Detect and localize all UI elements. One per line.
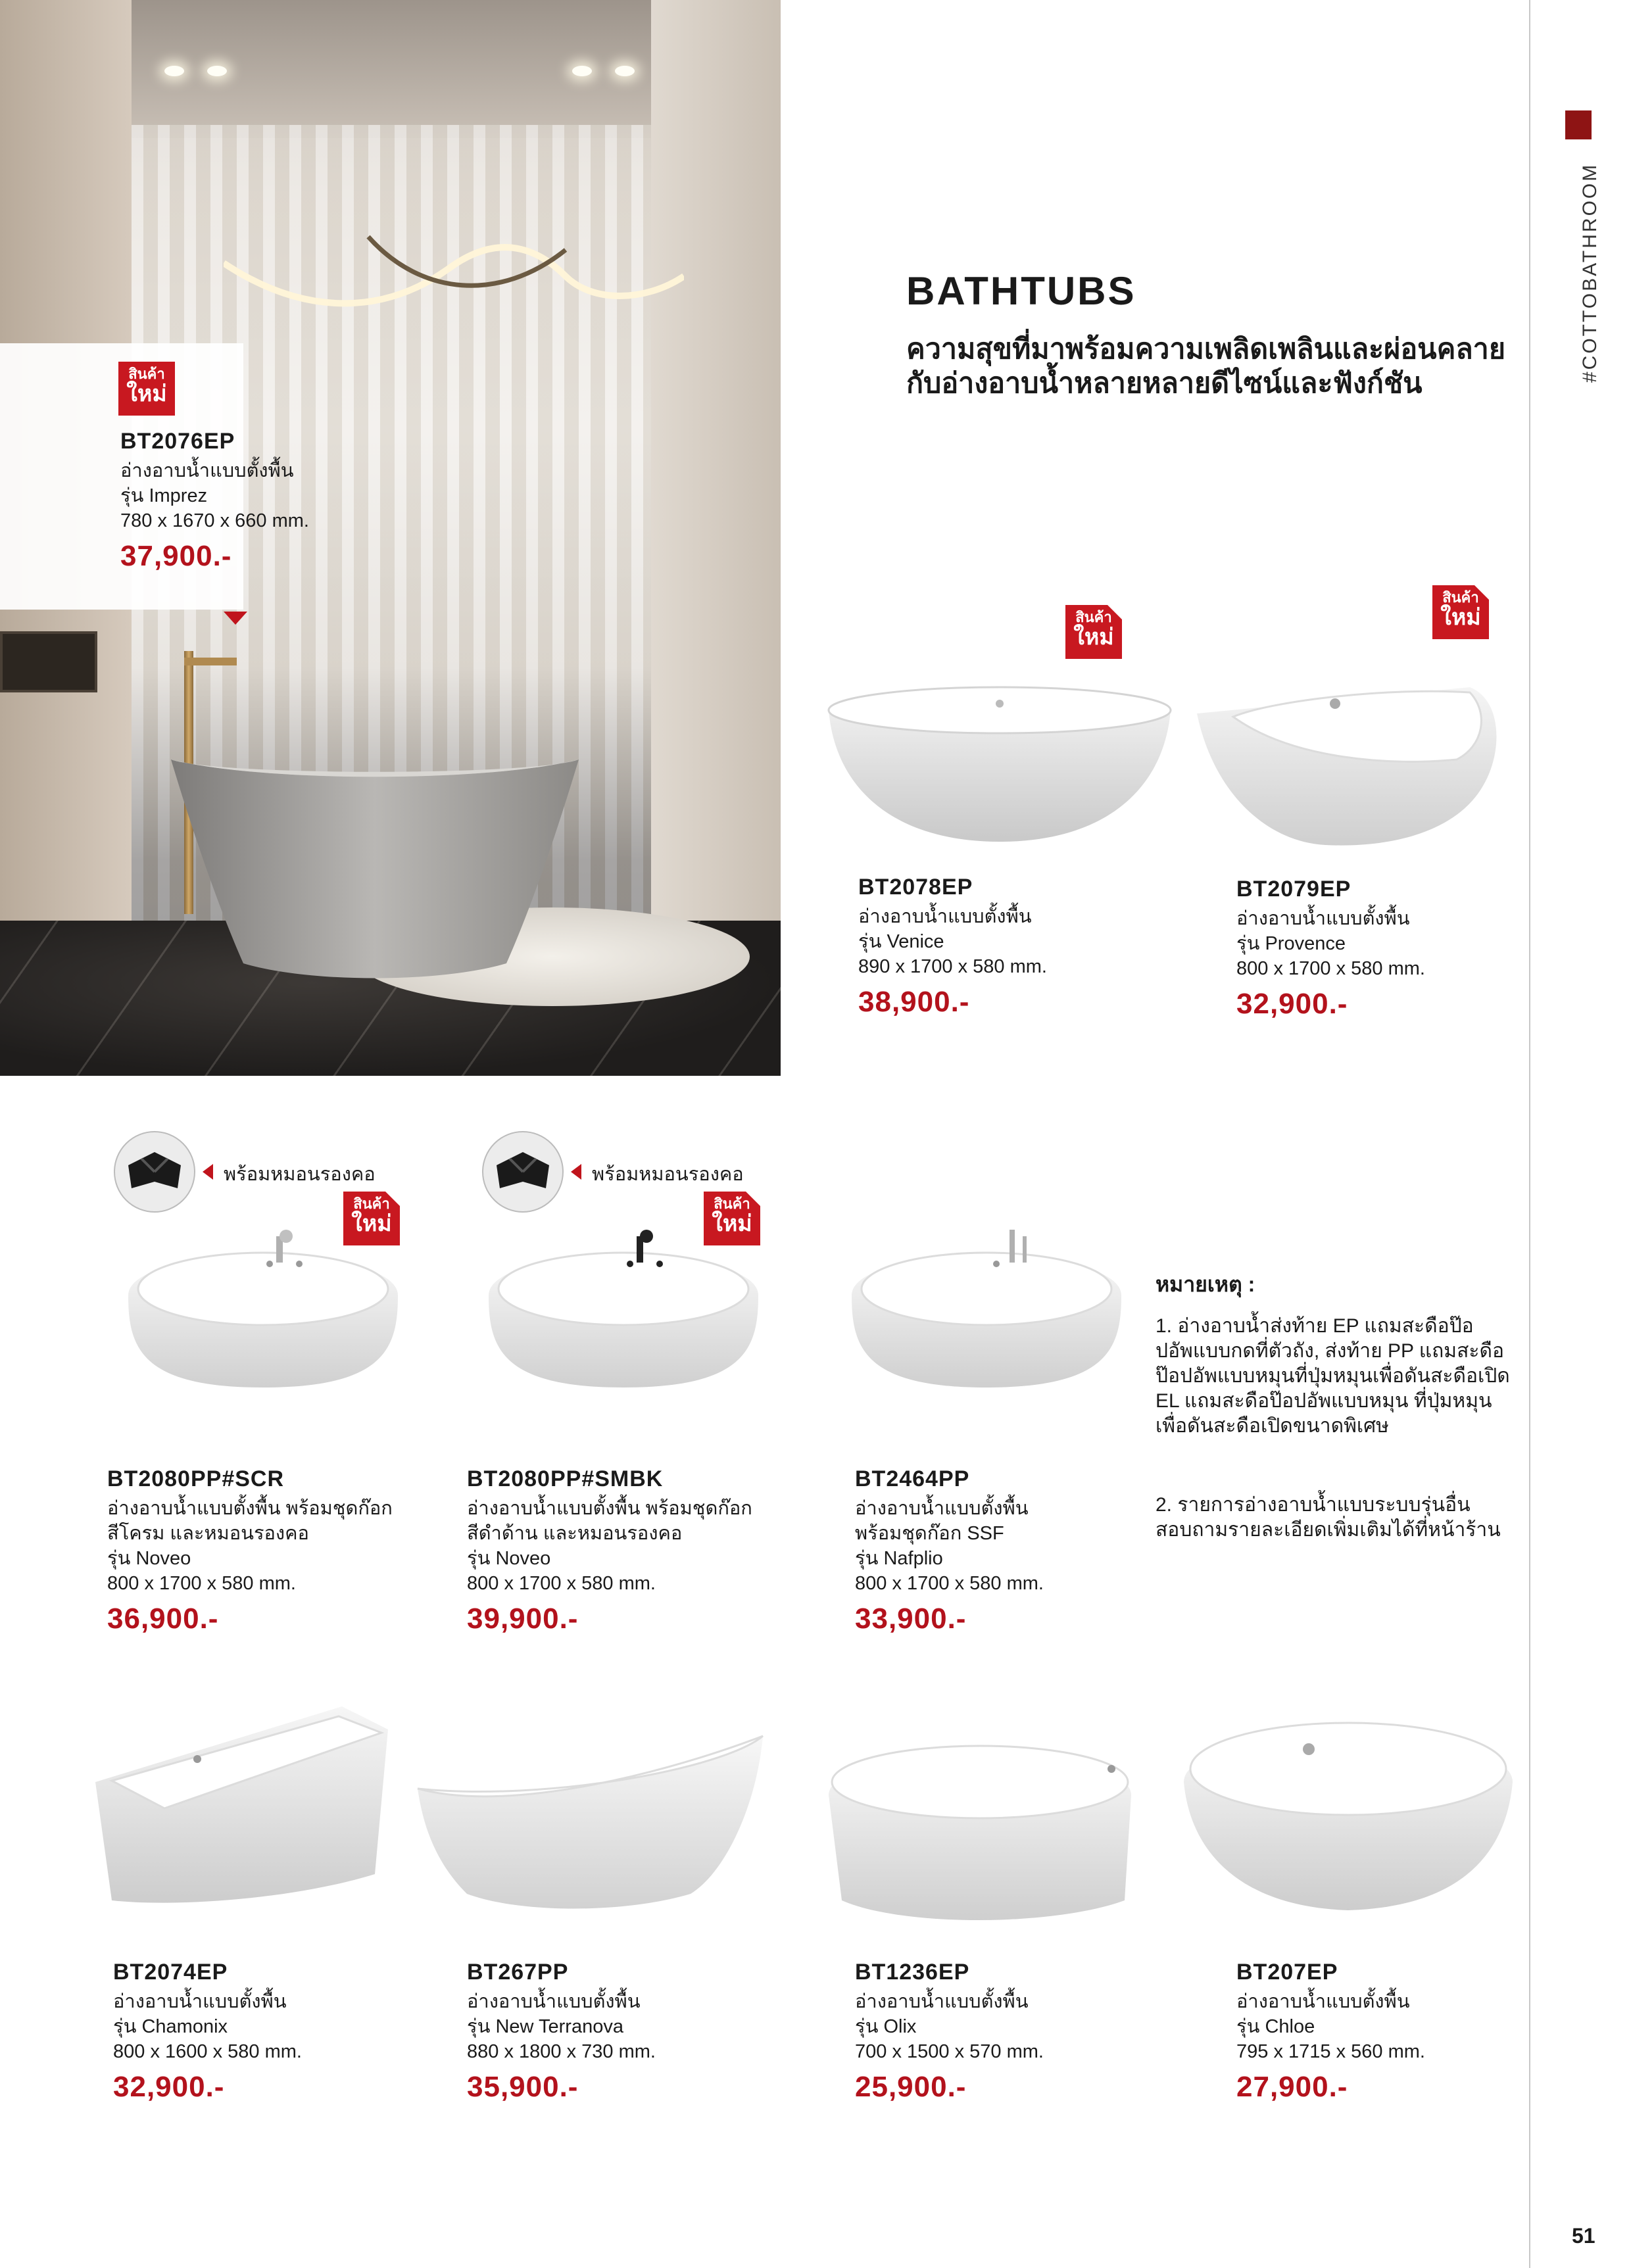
bathtub-image-noveo-black	[482, 1223, 765, 1394]
product-size: 800 x 1700 x 580 mm.	[467, 1573, 656, 1594]
product-model: รุ่น Noveo	[107, 1548, 191, 1569]
product-code: BT267PP	[467, 1960, 569, 1985]
product-price: 37,900.-	[120, 540, 232, 572]
product-type: อ่างอาบน้ำแบบตั้งพื้น พร้อมชุดก๊อก	[467, 1498, 752, 1519]
product-type: อ่างอาบน้ำแบบตั้งพื้น	[855, 1498, 1029, 1519]
wall-niche	[0, 631, 97, 692]
product-type-detail: พร้อมชุดก๊อก SSF	[855, 1523, 1004, 1544]
product-type: อ่างอาบน้ำแบบตั้งพื้น	[113, 1991, 287, 2012]
pendant-lamp	[224, 224, 684, 329]
featured-product-panel	[0, 343, 309, 610]
product-type: อ่างอาบน้ำแบบตั้งพื้น	[858, 906, 1032, 927]
product-model: รุ่น Nafplio	[855, 1548, 943, 1569]
product-price: 38,900.-	[858, 986, 970, 1018]
bathtub-image-nafplio	[845, 1223, 1128, 1394]
product-type: อ่างอาบน้ำแบบตั้งพื้น พร้อมชุดก๊อก	[107, 1498, 393, 1519]
product-model: รุ่น Chamonix	[113, 2016, 228, 2037]
new-product-badge: สินค้า ใหม่	[343, 1192, 400, 1245]
bathtub-image-chamonix	[92, 1703, 395, 1920]
product-size: 700 x 1500 x 570 mm.	[855, 2041, 1044, 2062]
product-size: 800 x 1700 x 580 mm.	[107, 1573, 296, 1594]
pillow-pointer	[203, 1164, 213, 1180]
product-code: BT2464PP	[855, 1466, 970, 1491]
product-price: 25,900.-	[855, 2071, 967, 2103]
neck-pillow-image	[482, 1131, 564, 1213]
pillow-note: พร้อมหมอนรองคอ	[592, 1164, 744, 1185]
margin-divider	[1529, 0, 1530, 2268]
new-product-badge: สินค้า ใหม่	[704, 1192, 760, 1245]
page-title: BATHTUBS	[906, 269, 1136, 313]
bathtub-image-noveo-chrome	[122, 1223, 404, 1394]
product-code: BT1236EP	[855, 1960, 970, 1985]
product-size: 795 x 1715 x 560 mm.	[1236, 2041, 1425, 2062]
product-type: อ่างอาบน้ำแบบตั้งพื้น	[1236, 908, 1410, 929]
product-model: รุ่น Imprez	[120, 485, 208, 506]
note-item: 2. รายการอ่างอาบน้ำแบบระบบรุ่นอื่นสอบถามรายละเอียดเพิ่มเติมได้ที่หน้าร้าน	[1156, 1494, 1501, 1541]
bathtub-image-venice	[822, 684, 1177, 848]
product-price: 32,900.-	[1236, 988, 1348, 1020]
product-size: 800 x 1600 x 580 mm.	[113, 2041, 302, 2062]
product-code: BT207EP	[1236, 1960, 1338, 1985]
product-code: BT2076EP	[120, 429, 235, 454]
product-code: BT2079EP	[1236, 877, 1351, 902]
product-price: 27,900.-	[1236, 2071, 1348, 2103]
bathtub-image-chloe	[1177, 1710, 1519, 1927]
product-type-detail: สีดำด้าน และหมอนรองคอ	[467, 1523, 683, 1544]
product-code: BT2078EP	[858, 875, 973, 900]
new-product-badge: สินค้า ใหม่	[1065, 605, 1122, 659]
bathtub-image-provence	[1194, 674, 1503, 852]
bathtub-image-new-terranova	[414, 1729, 769, 1914]
product-size: 800 x 1700 x 580 mm.	[1236, 958, 1425, 979]
product-type-detail: สีโครม และหมอนรองคอ	[107, 1523, 309, 1544]
product-type: อ่างอาบน้ำแบบตั้งพื้น	[467, 1991, 641, 2012]
product-model: รุ่น Venice	[858, 931, 944, 952]
ceiling-light	[164, 66, 184, 76]
product-type: อ่างอาบน้ำแบบตั้งพื้น	[1236, 1991, 1410, 2012]
product-size: 780 x 1670 x 660 mm.	[120, 510, 309, 531]
panel-pointer	[224, 612, 247, 625]
product-size: 890 x 1700 x 580 mm.	[858, 956, 1047, 977]
product-type: อ่างอาบน้ำแบบตั้งพื้น	[120, 460, 294, 481]
product-price: 32,900.-	[113, 2071, 225, 2103]
product-model: รุ่น Noveo	[467, 1548, 551, 1569]
bathtub-image-olix	[822, 1729, 1138, 1927]
ceiling-light	[207, 66, 227, 76]
product-code: BT2080PP#SCR	[107, 1466, 285, 1491]
neck-pillow-image	[114, 1131, 195, 1213]
product-size: 880 x 1800 x 730 mm.	[467, 2041, 656, 2062]
pillow-note: พร้อมหมอนรองคอ	[224, 1164, 376, 1185]
product-price: 39,900.-	[467, 1603, 579, 1635]
ceiling-light	[615, 66, 635, 76]
product-model: รุ่น Chloe	[1236, 2016, 1315, 2037]
product-price: 33,900.-	[855, 1603, 967, 1635]
marble-wall-right	[651, 0, 781, 953]
ceiling-light	[572, 66, 592, 76]
intro-text: ความสุขที่มาพร้อมความเพลิดเพลินและผ่อนคลายกับอ่างอาบน้ำหลายหลายดีไซน์และฟังก์ชัน	[906, 333, 1506, 399]
product-model: รุ่น New Terranova	[467, 2016, 623, 2037]
featured-bathtub-image	[164, 746, 585, 983]
product-price: 35,900.-	[467, 2071, 579, 2103]
section-tab	[1565, 110, 1592, 139]
hashtag-label: #COTTOBATHROOM	[1579, 162, 1601, 383]
product-price: 36,900.-	[107, 1603, 219, 1635]
notes-title: หมายเหตุ :	[1156, 1272, 1255, 1296]
product-code: BT2074EP	[113, 1960, 228, 1985]
product-model: รุ่น Provence	[1236, 933, 1346, 954]
page-number: 51	[1572, 2224, 1595, 2248]
new-product-badge: สินค้า ใหม่	[1432, 585, 1489, 639]
pillow-pointer	[571, 1164, 581, 1180]
new-product-badge: สินค้า ใหม่	[118, 362, 175, 416]
product-code: BT2080PP#SMBK	[467, 1466, 664, 1491]
product-size: 800 x 1700 x 580 mm.	[855, 1573, 1044, 1594]
note-item: 1. อ่างอาบน้ำส่งท้าย EP แถมสะดือป๊อปอัพแบบกดที่ตัวถัง, ส่งท้าย PP แถมสะดือป๊อปอัพแบบหมุนที่ปุ่มหมุนเพื่อดันสะดือเปิด EL แถมสะดือป๊อปอัพแบบหมุน ที่ปุ่มหมุน เพื่อดันสะดือเปิดขนาดพิเศษ	[1156, 1315, 1510, 1437]
product-model: รุ่น Olix	[855, 2016, 917, 2037]
faucet-spout	[184, 658, 237, 665]
product-type: อ่างอาบน้ำแบบตั้งพื้น	[855, 1991, 1029, 2012]
